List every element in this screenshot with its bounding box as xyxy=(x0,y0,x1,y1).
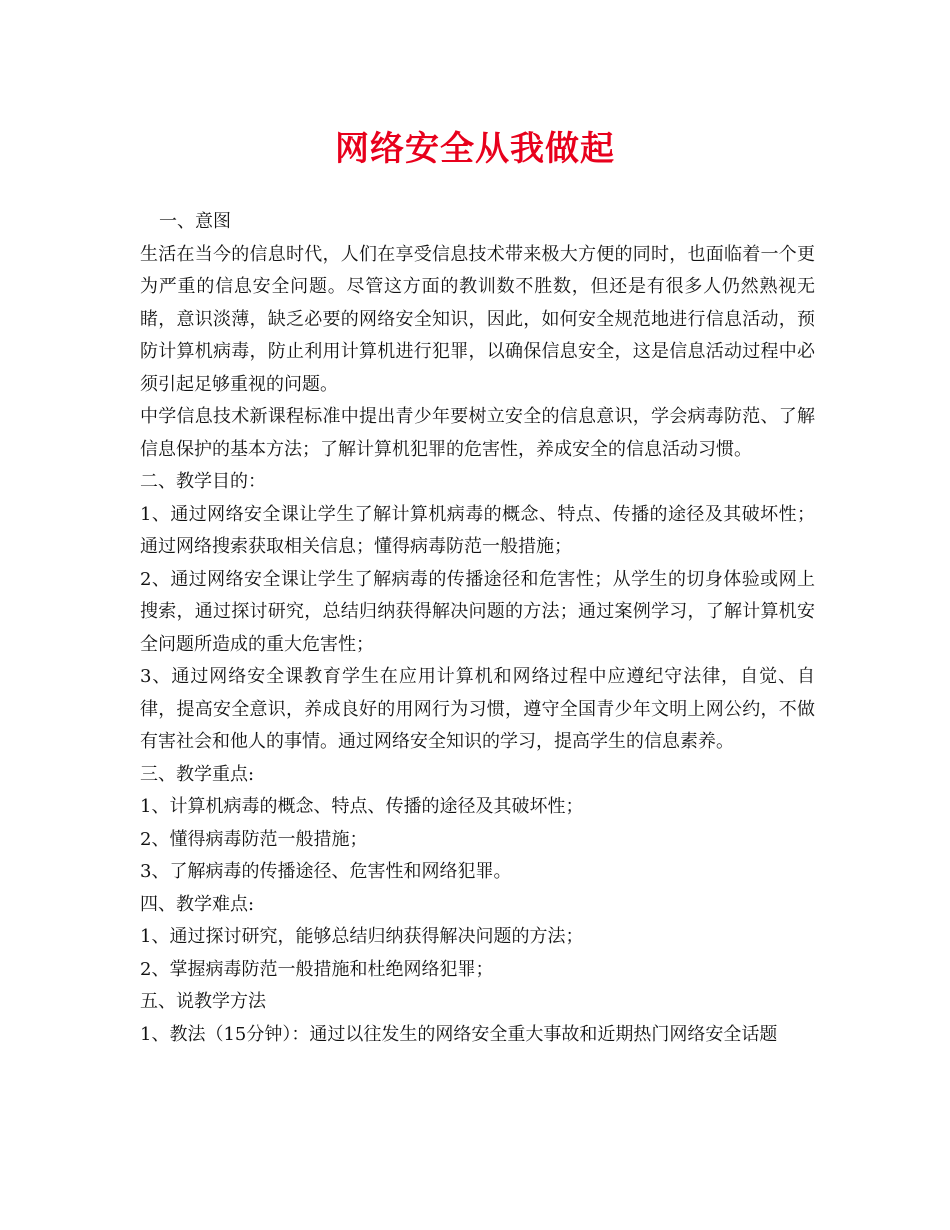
list-item: 2、掌握病毒防范一般措施和杜绝网络犯罪； xyxy=(140,958,494,980)
section-heading-methods: 五、说教学方法 xyxy=(140,991,266,1012)
list-item: 1、计算机病毒的概念、特点、传播的途径及其破坏性； xyxy=(140,796,584,817)
section-heading-difficulties: 四、教学难点: xyxy=(140,893,255,915)
section-heading-goals: 二、教学目的： xyxy=(140,471,266,492)
document-title: 网络安全从我做起 xyxy=(335,129,615,169)
list-item: 1、通过网络安全课让学生了解计算机病毒的概念、特点、传播的途径及其破坏性；通过网络搜索获取相关信息；懂得病毒防范一般措施； xyxy=(140,503,815,557)
list-item: 1、教法（15分钟）：通过以往发生的网络安全重大事故和近期热门网络安全话题 xyxy=(140,1023,778,1045)
list-item: 1、通过探讨研究，能够总结归纳获得解决问题的方法； xyxy=(140,926,584,947)
document-body xyxy=(140,206,815,1051)
list-item: 2、通过网络安全课让学生了解病毒的传播途径和危害性；从学生的切身体验或网上搜索，通过探讨研究，总结归纳获得解决问题的方法；通过案例学习，了解计算机安全问题所造成的重大危害性； xyxy=(140,568,815,655)
list-item: 3、了解病毒的传播途径、危害性和网络犯罪。 xyxy=(140,861,512,882)
list-item: 3、通过网络安全课教育学生在应用计算机和网络过程中应遵纪守法律，自觉、自律，提高安全意识，养成良好的用网行为习惯，遵守全国青少年文明上网公约，不做有害社会和他人的事情。通过网络安全知识的学习，提高学生的信息素养。 xyxy=(140,666,815,752)
section-heading-intent: 一、意图 xyxy=(159,211,231,232)
paragraph: 生活在当今的信息时代，人们在享受信息技术带来极大方便的同时，也面临着一个更为严重的信息安全问题。尽管这方面的教训数不胜数，但还是有很多人仍然熟视无睹，意识淡薄，缺乏必要的网络安全知识，因此，如何安全规范地进行信息活动，预防计算机病毒，防止利用计算机进行犯罪，以确保信息安全，这是信息活动过程中必须引起足够重视的问题。 xyxy=(140,243,815,395)
list-item: 2、懂得病毒防范一般措施； xyxy=(140,828,368,850)
section-heading-key-points: 三、教学重点: xyxy=(140,763,255,785)
paragraph: 中学信息技术新课程标准中提出青少年要树立安全的信息意识，学会病毒防范、了解信息保护的基本方法；了解计算机犯罪的危害性，养成安全的信息活动习惯。 xyxy=(140,406,815,460)
